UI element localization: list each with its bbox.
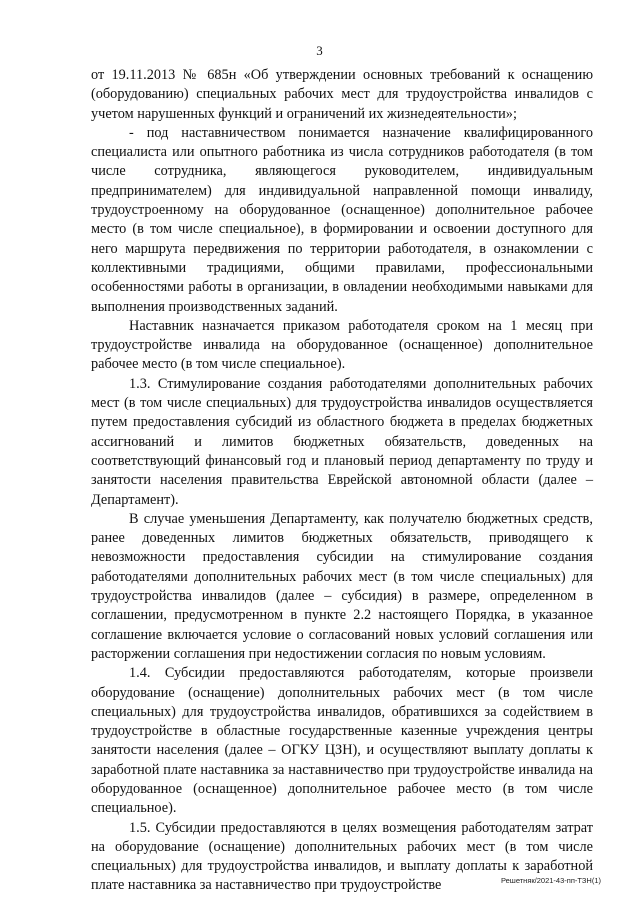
page-number: 3: [316, 43, 323, 58]
paragraph-section-1-5: 1.5. Субсидии предоставляются в целях возмещения работодателям затрат на оборудование (оснащение) дополнительных рабочих мест (в том числе специальных) для трудоустройства инвалидов, и выплату доплаты к заработной плате наставника за наставничество при трудоустройстве: [91, 819, 593, 894]
paragraph-mentor-appointment: Наставник назначается приказом работодателя сроком на 1 месяц при трудоустройстве инвалида на оборудованное (оснащенное) дополнительное рабочее место (в том числе специальное).: [91, 317, 593, 373]
paragraph-section-1-3: 1.3. Стимулирование создания работодателями дополнительных рабочих мест (в том числе специальных) для трудоустройства инвалидов осуществляется путем предоставления субсидий из областного бюджета в пределах бюджетных ассигнований и лимитов бюджетных обязательств, доведенных на соответствующий финансовый год и плановый период департаменту по труду и занятости населения правительства Еврейской автономной области (далее – Департамент).: [91, 375, 593, 508]
paragraph-section-1-4: 1.4. Субсидии предоставляются работодателям, которые произвели оборудование (оснащение) дополнительных рабочих мест (в том числе специальных) для трудоустройства инвалидов, обратившихся за содействием в трудоустройстве в областные государственные казенные учреждения центры занятости населения (далее – ОГКУ ЦЗН), и осуществляют выплату доплаты к заработной плате наставника за наставничество при трудоустройстве инвалида на оборудованное (оснащенное) дополнительное рабочее место (в том числе специальное).: [91, 665, 593, 817]
document-body: [91, 66, 593, 896]
paragraph-mentorship-definition: - под наставничеством понимается назначение квалифицированного специалиста или опытного работника из числа сотрудников работодателя (в том числе сотрудника, являющегося руководителем, индивидуальным предпринимателем) для индивидуальной направленной помощи инвалиду, трудоустроенному на оборудованное (оснащенное) дополнительное рабочее место (в том числе специальное), в формировании и освоении доступного для него маршрута передвижения по территории работодателя, в ознакомлении с коллективными традициями, общими правилами, профессиональными особенностями работы в организации, в овладении необходимыми навыками для выполнения производственных заданий.: [91, 124, 593, 315]
paragraph-order-reference: от 19.11.2013 № 685н «Об утверждении основных требований к оснащению (оборудованию) специальных рабочих мест для трудоустройства инвалидов с учетом нарушенных функций и ограничений их жизнедеятельности»;: [91, 67, 593, 122]
paragraph-budget-reduction: В случае уменьшения Департаменту, как получателю бюджетных средств, ранее доведенных лимитов бюджетных обязательств, приводящего к невозможности предоставления субсидии на стимулирование создания работодателями дополнительных рабочих мест (в том числе специальных) для трудоустройства инвалидов (далее – субсидия) в размере, определенном в соглашении, предусмотренном в пункте 2.2 настоящего Порядка, в указанное соглашение включается условие о согласований новых условий соглашения или расторжении соглашения при недостижении согласия по новым условиям.: [91, 510, 593, 662]
document-footer-code: Решетняк/2021-43-пп-ТЗН(1): [500, 876, 601, 885]
